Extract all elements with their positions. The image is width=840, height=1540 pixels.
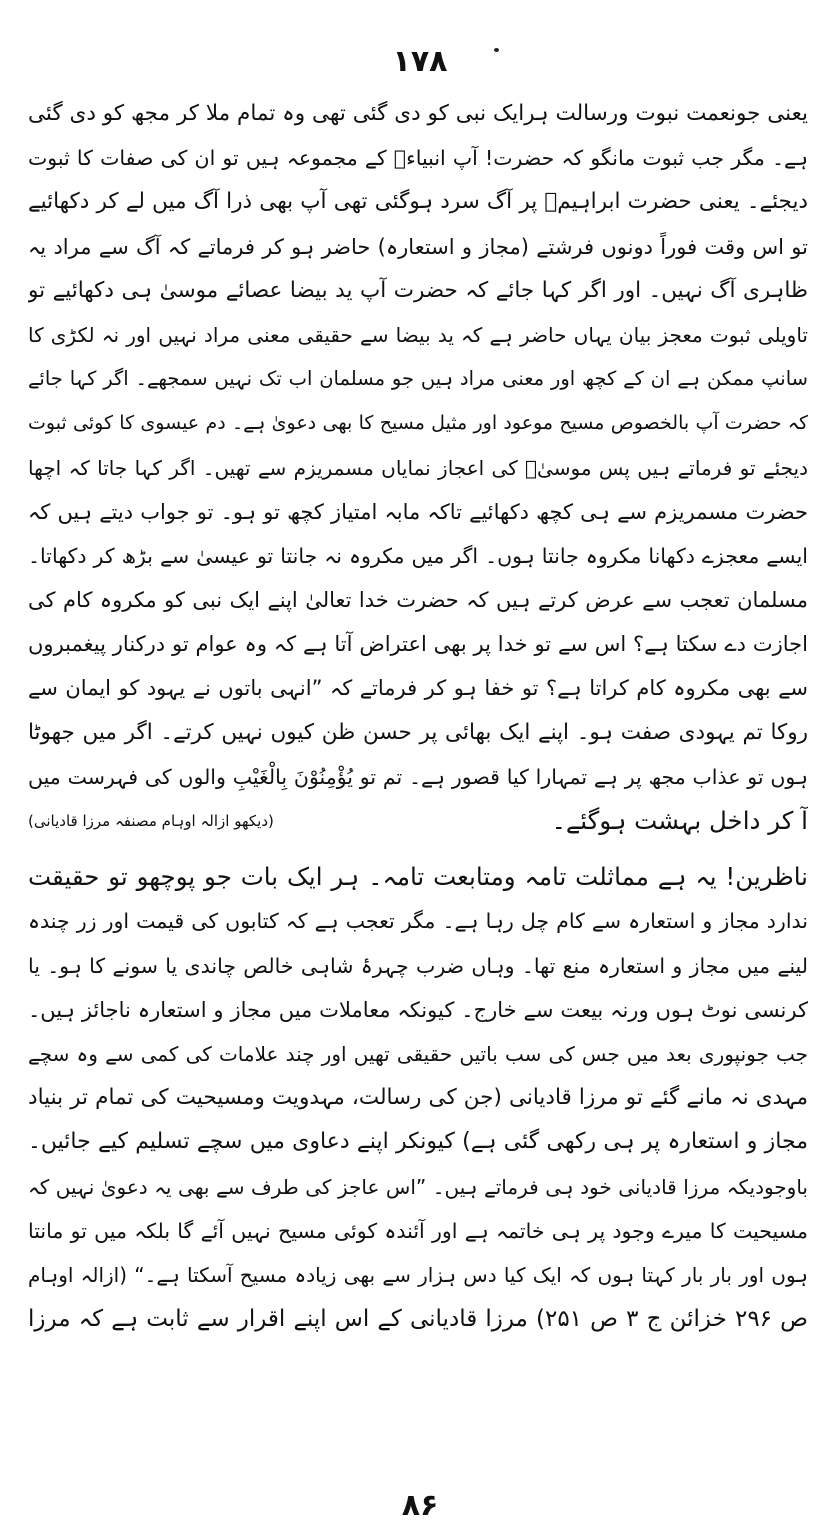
text-line: حضرت مسمریزم سے ہی کچھ دکھائیے تاکہ مابہ امتیاز کچھ تو ہو۔ تو جواب دیتے ہیں کہ: [28, 499, 808, 524]
text-line: مہدی نہ مانے گئے تو مرزا قادیانی (جن کی رسالت، مہدویت ومسیحیت کی تمام تر بنیاد: [28, 1085, 808, 1111]
paragraph-2: [28, 855, 808, 1341]
text-line: روکا تم یہودی صفت ہو۔ اپنے ایک بھائی پر حسن ظن کیوں نہیں کرتے۔ اگر میں جھوٹا: [28, 719, 808, 745]
text-line: سے بھی مکروہ کام کراتا ہے؟ تو خفا ہو کر فرماتے کہ ”انہی باتوں نے یہود کو ایمان سے: [28, 676, 808, 701]
text-line: سانپ ممکن ہے ان کے کچھ اور معنی مراد ہیں جو مسلمان اب تک نہیں سمجھے۔ اگر کہا جائے: [28, 367, 808, 391]
text-line: ندارد مجاز و استعارہ سے کام چل رہا ہے۔ مگر تعجب ہے کہ کتابوں کی قیمت اور زر چندہ: [28, 909, 808, 934]
page-number-bottom: ۸۶: [401, 1488, 439, 1523]
text-line: کہ حضرت آپ بالخصوص مسیح موعود اور مثیل مسیح کا بھی دعویٰ ہے۔ دم عیسوی کا کوئی ثبوت: [28, 412, 808, 435]
text-line: مجاز و استعارہ پر ہی رکھی گئی ہے) کیونکر اپنے دعاوی میں سچے تسلیم کیے جائیں۔: [28, 1129, 808, 1155]
text-line: ہوں تو عذاب مجھ پر ہے تمہارا کیا قصور ہے۔ تم تو یُؤْمِنُوْنَ بِالْغَیْبِ والوں کی فہرست میں: [28, 764, 808, 789]
text-line: مسیحیت کا میرے وجود پر ہی خاتمہ ہے اور آئندہ کوئی مسیح نہیں آئے گا بلکہ میں تو مانتا: [28, 1218, 808, 1243]
text-line: ہوں اور بار بار کہتا ہوں کہ ایک کیا دس ہزار سے بھی زیادہ مسیح آسکتا ہے۔“ (ازالہ اوہام: [28, 1262, 808, 1287]
body-text: [28, 92, 808, 1341]
text-line: اجازت دے سکتا ہے؟ اس سے تو خدا پر بھی اعتراض آتا ہے کہ وہ عوام تو درکنار پیغمبروں: [28, 632, 808, 657]
text-line: ص ۲۹۶ خزائن ج ۳ ص ۲۵۱) مرزا قادیانی کے اس اپنے اقرار سے ثابت ہے کہ مرزا: [28, 1306, 808, 1333]
text-line: مسلمان تعجب سے عرض کرتے ہیں کہ حضرت خدا تعالیٰ اپنے ایک نبی کو مکروہ کام کی: [28, 588, 808, 613]
text-line-with-citation: [28, 799, 808, 843]
paragraph-1: [28, 92, 808, 843]
text-line: باوجودیکہ مرزا قادیانی خود ہی فرماتے ہیں۔ ”اس عاجز کی طرف سے بھی یہ دعویٰ نہیں کہ: [28, 1174, 808, 1199]
text-line: دیجئے تو فرماتے ہیں پس موسیٰؑ کی اعجاز نمایاں مسمریزم سے تھیں۔ اگر کہا جاتا کہ اچھا: [28, 455, 808, 480]
text-line: تاویلی ثبوت معجز بیان یہاں حاضر ہے کہ ید بیضا سے حقیقی معنی مراد نہیں اور نہ لکڑی کا: [28, 322, 808, 347]
text-line: ناظرین! یہ ہے مماثلت تامہ ومتابعت تامہ۔ ہر ایک بات جو پوچھو تو حقیقت: [28, 862, 808, 892]
text-line: آ کر داخل بہشت ہوگئے۔: [551, 806, 808, 835]
text-line: ظاہری آگ نہیں۔ اور اگر کہا جائے کہ حضرت آپ ید بیضا عصائے موسیٰ ہی دکھائیے تو: [28, 277, 808, 303]
text-line: جب جونپوری بعد میں جس کی سب باتیں حقیقی تھیں اور چند علامات کی کمی سے وہ سچے: [28, 1041, 808, 1066]
citation: (دیکھو ازالہ اوہام مصنفہ مرزا قادیانی): [28, 812, 274, 830]
text-line: ایسے معجزے دکھانا مکروہ جانتا ہوں۔ اگر میں مکروہ نہ جانتا تو عیسیٰ سے بڑھ کر دکھاتا۔: [28, 543, 808, 568]
text-line: دیجئے۔ یعنی حضرت ابراہیمؑ پر آگ سرد ہوگئی تھی آپ بھی ذرا آگ میں لے کر دکھائیے: [28, 189, 808, 215]
text-line: تو اس وقت فوراً دونوں فرشتے (مجاز و استعارہ) حاضر ہو کر فرماتے کہ آگ سے مراد یہ: [28, 234, 808, 259]
text-line: لینے میں مجاز و استعارہ منع تھا۔ وہاں ضرب چہرۂ شاہی خالص چاندی یا سونے کا ہو۔ یا: [28, 953, 808, 978]
text-line: ہے۔ مگر جب ثبوت مانگو کہ حضرت! آپ انبیاءؑ کے مجموعہ ہیں تو ان کی صفات کا ثبوت: [28, 146, 808, 171]
text-line: یعنی جونعمت نبوت ورسالت ہرایک نبی کو دی گئی تھی وہ تمام ملا کر مجھ کو دی گئی: [28, 101, 808, 126]
text-line: کرنسی نوٹ ہوں ورنہ بیعت سے خارج۔ کیونکہ معاملات میں مجاز و استعارہ ناجائز ہیں۔: [28, 997, 808, 1022]
page-number-top: ۱۷۸: [392, 44, 448, 79]
